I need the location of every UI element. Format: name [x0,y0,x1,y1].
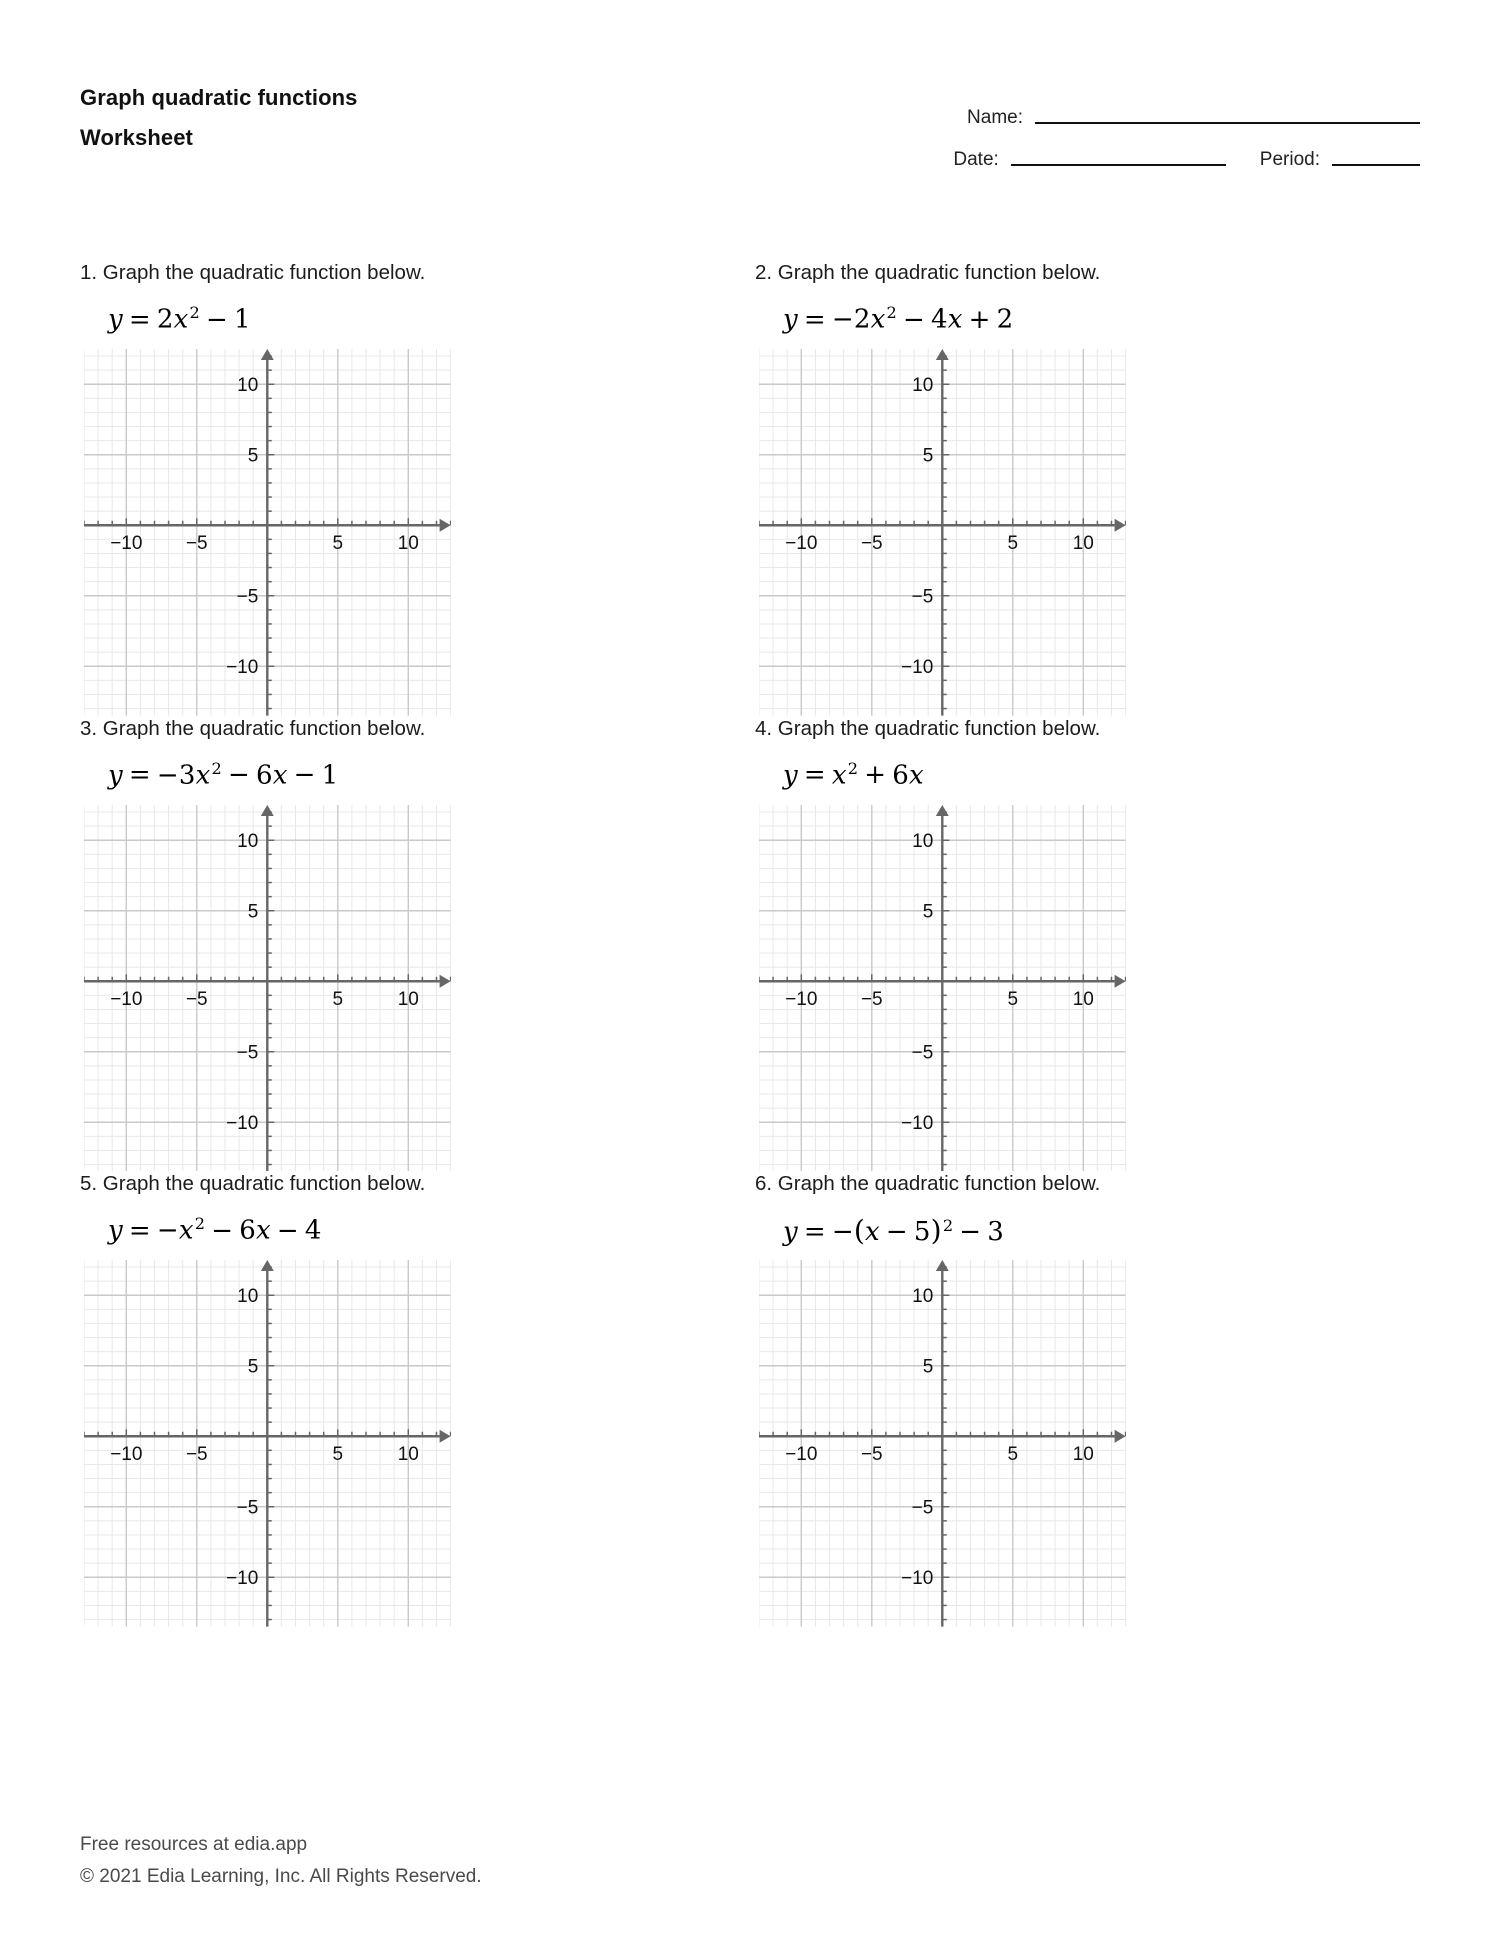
y-tick-label: 5 [247,445,259,467]
problem-row-1 [80,260,1420,716]
coordinate-plane[interactable] [84,1260,451,1627]
problem-4-prompt: 4. Graph the quadratic function below. [755,716,1101,740]
problem-5-prompt: 5. Graph the quadratic function below. [80,1172,426,1196]
y-tick-label: −5 [911,586,934,608]
x-tick-label: 5 [332,1444,344,1466]
y-tick-label: −10 [901,1568,934,1590]
x-tick-label: −10 [110,1444,143,1466]
problem-2-graph[interactable] [759,349,1420,716]
x-tick-label: 10 [1072,988,1094,1010]
y-tick-label: −10 [226,1112,259,1134]
x-tick-label: −5 [185,1444,208,1466]
x-tick-label: −10 [110,533,143,555]
y-tick-label: −5 [236,1497,259,1519]
y-tick-label: 10 [237,1286,259,1308]
x-tick-label: −10 [110,988,143,1010]
y-tick-label: −10 [901,657,934,679]
x-tick-label: −5 [860,1444,883,1466]
date-period-row [920,128,1420,170]
problem-row-2 [80,716,1420,1172]
x-tick-label: −5 [860,533,883,555]
y-tick-label: 10 [912,1286,934,1308]
problem-2 [755,260,1420,716]
problem-6-prompt: 6. Graph the quadratic function below. [755,1172,1101,1196]
y-tick-label: 5 [247,1356,259,1378]
problem-1-prompt: 1. Graph the quadratic function below. [80,261,426,284]
y-tick-label: 5 [247,901,259,923]
y-tick-label: −10 [901,1112,934,1134]
y-tick-label: −5 [911,1042,934,1064]
name-input-line[interactable] [1035,122,1420,124]
footer-copyright: © 2021 Edia Learning, Inc. All Rights Reserved. [80,1866,482,1887]
problem-1 [80,260,745,716]
problem-3-graph[interactable] [84,805,745,1172]
x-tick-label: −10 [785,988,818,1010]
x-tick-label: 10 [397,1444,419,1466]
y-tick-label: 10 [237,830,259,852]
problem-1-graph[interactable] [84,349,745,716]
x-tick-label: 10 [1072,1444,1094,1466]
x-tick-label: −10 [785,1444,818,1466]
title-block [80,78,358,158]
problem-5 [80,1171,745,1627]
x-tick-label: −5 [185,988,208,1010]
problem-2-equation: $y = -2x^2 - 4x + 2$ [783,303,1014,335]
x-tick-label: 5 [1007,533,1019,555]
problem-3-equation: $y = -3x^2 - 6x - 1$ [108,758,339,791]
x-tick-label: 5 [332,533,344,555]
problem-row-3 [80,1171,1420,1627]
coordinate-plane[interactable] [759,349,1126,716]
x-tick-label: 5 [332,988,344,1010]
problem-5-equation: $y = -x^2 - 6x - 4$ [108,1214,322,1246]
problem-2-prompt: 2. Graph the quadratic function below. [755,261,1101,284]
x-tick-label: 10 [397,988,419,1010]
problem-4-graph[interactable] [759,805,1420,1172]
period-input-line[interactable] [1332,164,1420,166]
problem-6-equation: $y = -(x - 5)^2 - 3$ [783,1214,1005,1248]
x-tick-label: 10 [1072,533,1094,555]
student-info-block [920,86,1420,170]
x-tick-label: −10 [785,533,818,555]
y-tick-label: 5 [922,901,934,923]
y-tick-label: 5 [922,445,934,467]
y-tick-label: 10 [912,830,934,852]
coordinate-plane[interactable] [84,349,451,716]
x-tick-label: −5 [185,533,208,555]
x-tick-label: 5 [1007,988,1019,1010]
problem-6 [755,1171,1420,1627]
problem-5-graph[interactable] [84,1260,745,1627]
y-tick-label: −10 [226,657,259,679]
y-tick-label: −5 [236,1042,259,1064]
date-label: Date: [953,149,999,170]
problem-1-equation: $y = 2x^2 - 1$ [108,303,251,335]
page-title-line-2: Worksheet [80,125,193,150]
y-tick-label: −5 [236,586,259,608]
problem-4-equation: $y = x^2 + 6x$ [783,758,924,791]
x-tick-label: −5 [860,988,883,1010]
y-tick-label: 5 [922,1356,934,1378]
problem-3-prompt: 3. Graph the quadratic function below. [80,716,426,740]
period-label: Period: [1259,149,1320,170]
y-tick-label: 10 [912,375,934,397]
problem-3 [80,716,745,1172]
y-tick-label: −10 [226,1568,259,1590]
problems-container [80,260,1420,1627]
page-title-line-1: Graph quadratic functions [80,85,358,110]
page-footer [80,1832,880,1892]
name-label: Name: [967,107,1023,128]
date-input-line[interactable] [1011,164,1226,166]
x-tick-label: 5 [1007,1444,1019,1466]
footer-resources-text: Free resources at edia.app [80,1834,308,1855]
problem-6-graph[interactable] [759,1260,1420,1627]
problem-4 [755,716,1420,1172]
name-row [920,86,1420,128]
y-tick-label: 10 [237,375,259,397]
coordinate-plane[interactable] [84,805,451,1172]
coordinate-plane[interactable] [759,1260,1126,1627]
coordinate-plane[interactable] [759,805,1126,1172]
y-tick-label: −5 [911,1497,934,1519]
page-header [80,78,1420,168]
x-tick-label: 10 [397,533,419,555]
